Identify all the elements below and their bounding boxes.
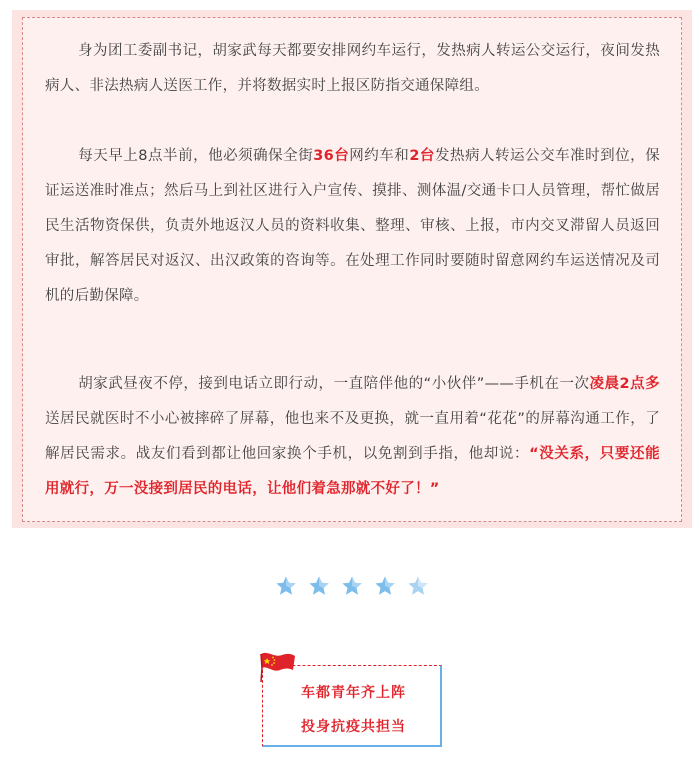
star-icon xyxy=(407,575,429,597)
paragraph-2 xyxy=(45,139,660,314)
star-icon xyxy=(341,575,363,597)
flag-icon xyxy=(258,650,298,684)
highlight-2-buses: 2台 xyxy=(409,148,435,164)
star-divider xyxy=(275,575,430,601)
star-icon xyxy=(275,575,297,597)
paragraph-2-text-c: 发热病人转运公交车准时到位，保证运送准时准点；然后马上到社区进行入户宣传、摸排、测体温/交通卡口人员管理，帮忙做居民生活物资保供，负责外地返汉人员的资料收集、整理、审核、上报，市内交叉滞留人员返回审批，解答居民对返汉、出汉政策的咨询等。在处理工作同时要随时留意网约车运送情况及司机的后勤保障。 xyxy=(45,148,660,304)
highlight-quote: “没关系，只要还能用就行，万一没接到居民的电话，让他们着急那就不好了！” xyxy=(45,446,660,497)
highlight-early-morning: 凌晨2点多 xyxy=(589,376,660,392)
star-icon xyxy=(308,575,330,597)
paragraph-1-text: 身为团工委副书记，胡家武每天都要安排网约车运行，发热病人转运公交运行，夜间发热病人、非法热病人送医工作，并将数据实时上报区防指交通保障组。 xyxy=(45,43,660,94)
paragraph-1 xyxy=(45,34,660,104)
paragraph-2-text-b: 网约车和 xyxy=(349,148,410,164)
section-tag-line-1: 车都青年齐上阵 xyxy=(301,685,406,701)
highlight-36-cars: 36台 xyxy=(313,148,350,164)
paragraph-3 xyxy=(45,367,660,507)
star-icon xyxy=(374,575,396,597)
paragraph-3-text-b: 送居民就医时不小心被摔碎了屏幕，他也来不及更换，就一直用着“花花”的屏幕沟通工作，了解居民需求。战友们看到都让他回家换个手机，以免割到手指，他却说： xyxy=(45,411,660,462)
paragraph-3-text-a: 胡家武昼夜不停，接到电话立即行动，一直陪伴他的“小伙伴”——手机在一次 xyxy=(78,376,590,392)
paragraph-2-text-a: 每天早上8点半前，他必须确保全街 xyxy=(78,148,314,164)
section-tag-line-2: 投身抗疫共担当 xyxy=(301,719,406,735)
